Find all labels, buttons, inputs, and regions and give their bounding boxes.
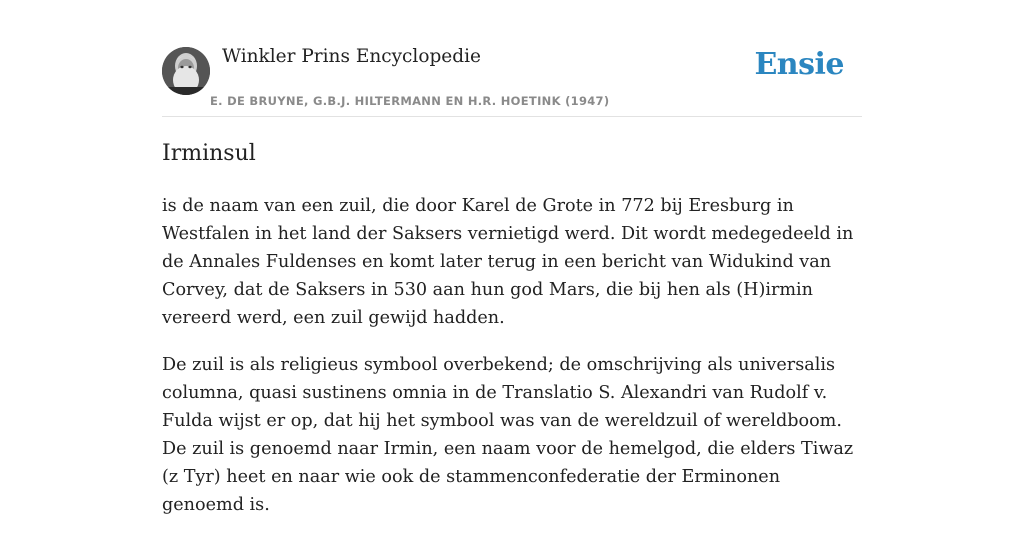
page: [162, 0, 862, 515]
ensie-logo[interactable]: Ensie: [754, 47, 844, 82]
entry-paragraph: De zuil is als religieus symbool overbekend; de omschrijving als universalis columna, quasi sustinens omnia in de Translatio S. Alexandri van Rudolf v. Fulda wijst er op, dat hij het symbool was van de wereldzuil of wereldboom. De zuil is genoemd naar Irmin, een naam voor de hemelgod, die elders Tiwaz (z Tyr) heet en naar wie ook de stammenconfederatie der Erminonen genoemd is.: [162, 355, 854, 515]
portrait-image: [162, 47, 210, 95]
author-avatar[interactable]: [162, 47, 210, 95]
source-header: [162, 0, 862, 117]
source-authors: E. DE BRUYNE, G.B.J. HILTERMANN EN H.R. HOETINK (1947): [210, 94, 610, 108]
entry-paragraph: is de naam van een zuil, die door Karel de Grote in 772 bij Eresburg in Westfalen in het land der Saksers vernietigd werd. Dit wordt medegedeeld in de Annales Fuldenses en komt later terug in een bericht van Widukind van Corvey, dat de Saksers in 530 aan hun god Mars, die bij hen als (H)irmin vereerd werd, een zuil gewijd hadden.: [162, 196, 854, 328]
entry-title: Irminsul: [162, 141, 256, 166]
entry-body: [162, 192, 862, 538]
source-title[interactable]: Winkler Prins Encyclopedie: [222, 46, 481, 67]
